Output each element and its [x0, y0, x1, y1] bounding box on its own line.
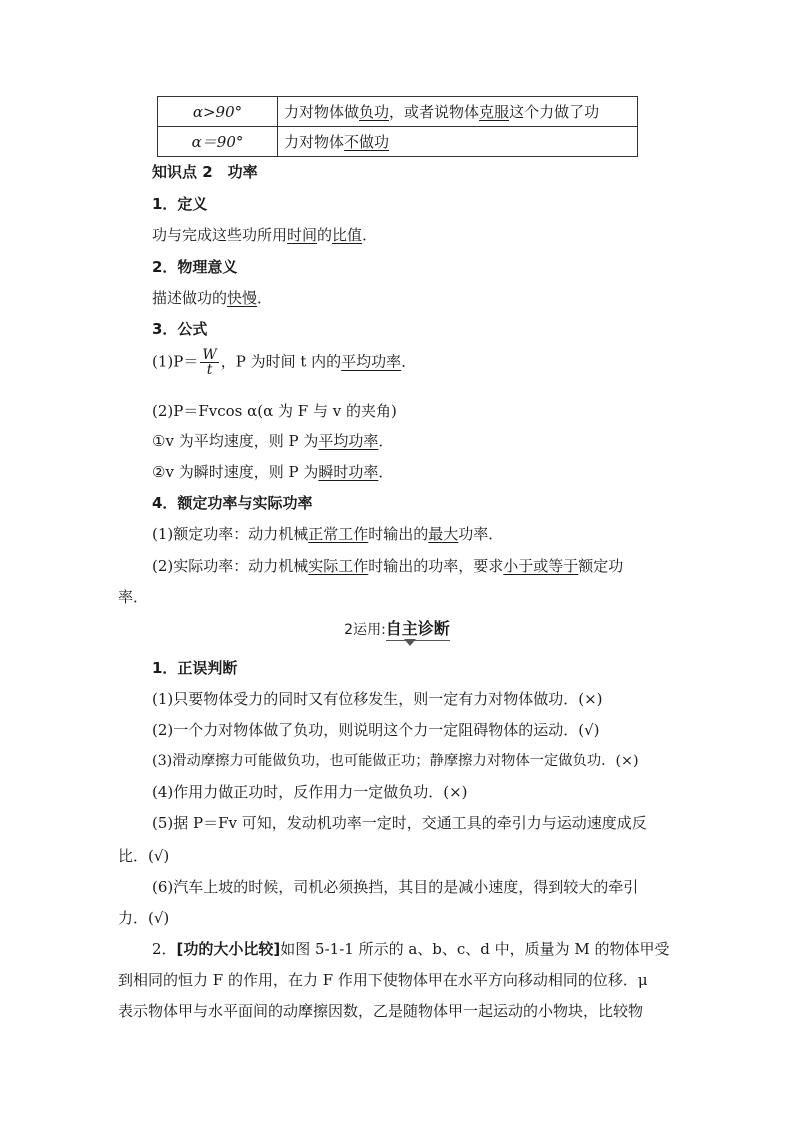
- underlined-answer: 负功: [359, 103, 390, 121]
- formula-title: 3．公式: [152, 320, 208, 338]
- meaning-title: 2．物理意义: [152, 258, 238, 276]
- actual-power-continuation: 率．: [118, 588, 149, 606]
- text: ．: [378, 432, 394, 450]
- knowledge-point-heading: 知识点 2 功率: [152, 163, 258, 181]
- judgement-title: 1．正误判断: [152, 659, 238, 677]
- table-row: [158, 127, 638, 157]
- underlined-answer: 快慢: [227, 289, 258, 307]
- description-cell: [278, 127, 638, 157]
- text: ，P 为时间 t 内的: [220, 352, 342, 371]
- table-row: [158, 97, 638, 127]
- text: (1)额定功率：动力机械: [152, 525, 309, 543]
- rated-power-text: [152, 523, 503, 544]
- judgement-item-continuation: 力．(√): [118, 909, 170, 927]
- underlined-answer: 不做功: [344, 133, 390, 151]
- meaning-text: [152, 287, 272, 308]
- text: ①v 为平均速度，则 P 为: [152, 432, 319, 450]
- underlined-answer: 平均功率: [318, 432, 379, 450]
- text: ②v 为瞬时速度，则 P 为: [152, 463, 319, 481]
- text: ．: [378, 463, 394, 481]
- text: (1)P＝: [152, 352, 199, 371]
- text: 的: [317, 226, 333, 244]
- text: 这个力做了功: [509, 103, 600, 121]
- judgement-item-continuation: 比．(√): [118, 847, 170, 865]
- actual-power-text: [152, 555, 623, 576]
- definition-title: 1．定义: [152, 195, 208, 213]
- text: 时输出的功率，要求: [368, 557, 504, 575]
- question-tag: [功的大小比较]: [176, 940, 281, 958]
- question-2-line-2: 到相同的恒力 F 的作用，在力 F 作用下使物体甲在水平方向移动相同的位移．μ: [118, 971, 648, 989]
- angle-cell: α＝90°: [158, 127, 278, 157]
- text: 力对物体: [284, 133, 345, 151]
- text: 时输出的: [368, 525, 429, 543]
- fraction-denominator: t: [206, 362, 213, 378]
- text: ，或者说物体: [389, 103, 480, 121]
- judgement-item: (1)只要物体受力的同时又有位移发生，则一定有力对物体做功．(×): [152, 690, 603, 708]
- description-cell: [278, 97, 638, 127]
- judgement-item: (6)汽车上坡的时候，司机必须换挡，其目的是减小速度，得到较大的牵引: [152, 878, 639, 896]
- question-2-line-1: [152, 938, 670, 959]
- underlined-answer: 实际工作: [308, 557, 369, 575]
- formula-1: [152, 348, 416, 377]
- judgement-item: (5)据 P＝Fv 可知，发动机功率一定时，交通工具的牵引力与运动速度成反: [152, 814, 647, 832]
- section-banner: [0, 616, 794, 639]
- underlined-answer: 正常工作: [308, 525, 369, 543]
- judgement-item: (4)作用力做正功时，反作用力一定做负功．(×): [152, 783, 468, 801]
- angle-cell: α>90°: [158, 97, 278, 127]
- formula-2a: [152, 430, 393, 451]
- text: ．: [362, 226, 378, 244]
- text: 功率．: [458, 525, 504, 543]
- underlined-answer: 平均功率: [341, 352, 402, 371]
- judgement-item: (3)滑动摩擦力可能做负功，也可能做正功；静摩擦力对物体一定做负功．(×): [152, 753, 639, 769]
- underlined-answer: 比值: [332, 226, 363, 244]
- definition-text: [152, 224, 377, 245]
- underlined-answer: 小于或等于: [503, 557, 579, 575]
- formula-2b: [152, 461, 393, 482]
- text: 描述做功的: [152, 289, 228, 307]
- text: 如图 5-1-1 所示的 a、b、c、d 中，质量为 M 的物体甲受: [280, 940, 670, 958]
- fraction-numerator: W: [202, 347, 217, 363]
- rated-power-title: 4．额定功率与实际功率: [152, 494, 313, 512]
- judgement-item: (2)一个力对物体做了负功，则说明这个力一定阻碍物体的运动．(√): [152, 721, 600, 739]
- text: 功与完成这些功所用: [152, 226, 288, 244]
- underlined-answer: 时间: [287, 226, 318, 244]
- question-2-line-3: 表示物体甲与水平面间的动摩擦因数，乙是随物体甲一起运动的小物块，比较物: [118, 1002, 644, 1020]
- section-number: 2运用:: [344, 622, 386, 638]
- formula-2: (2)P＝Fvcos α(α 为 F 与 v 的夹角): [152, 402, 397, 420]
- underlined-answer: 克服: [479, 103, 510, 121]
- underlined-answer: 瞬时功率: [318, 463, 379, 481]
- question-number: 2．: [152, 940, 177, 958]
- angle-work-table: [157, 96, 638, 157]
- text: ．: [401, 352, 417, 371]
- text: ．: [257, 289, 273, 307]
- caret-down-icon: [404, 639, 416, 646]
- underlined-answer: 最大: [428, 525, 459, 543]
- section-title: 自主诊断: [386, 619, 450, 641]
- text: 力对物体做: [284, 103, 360, 121]
- text: (2)实际功率：动力机械: [152, 557, 309, 575]
- fraction-w-over-t: [200, 348, 218, 377]
- text: 额定功: [578, 557, 624, 575]
